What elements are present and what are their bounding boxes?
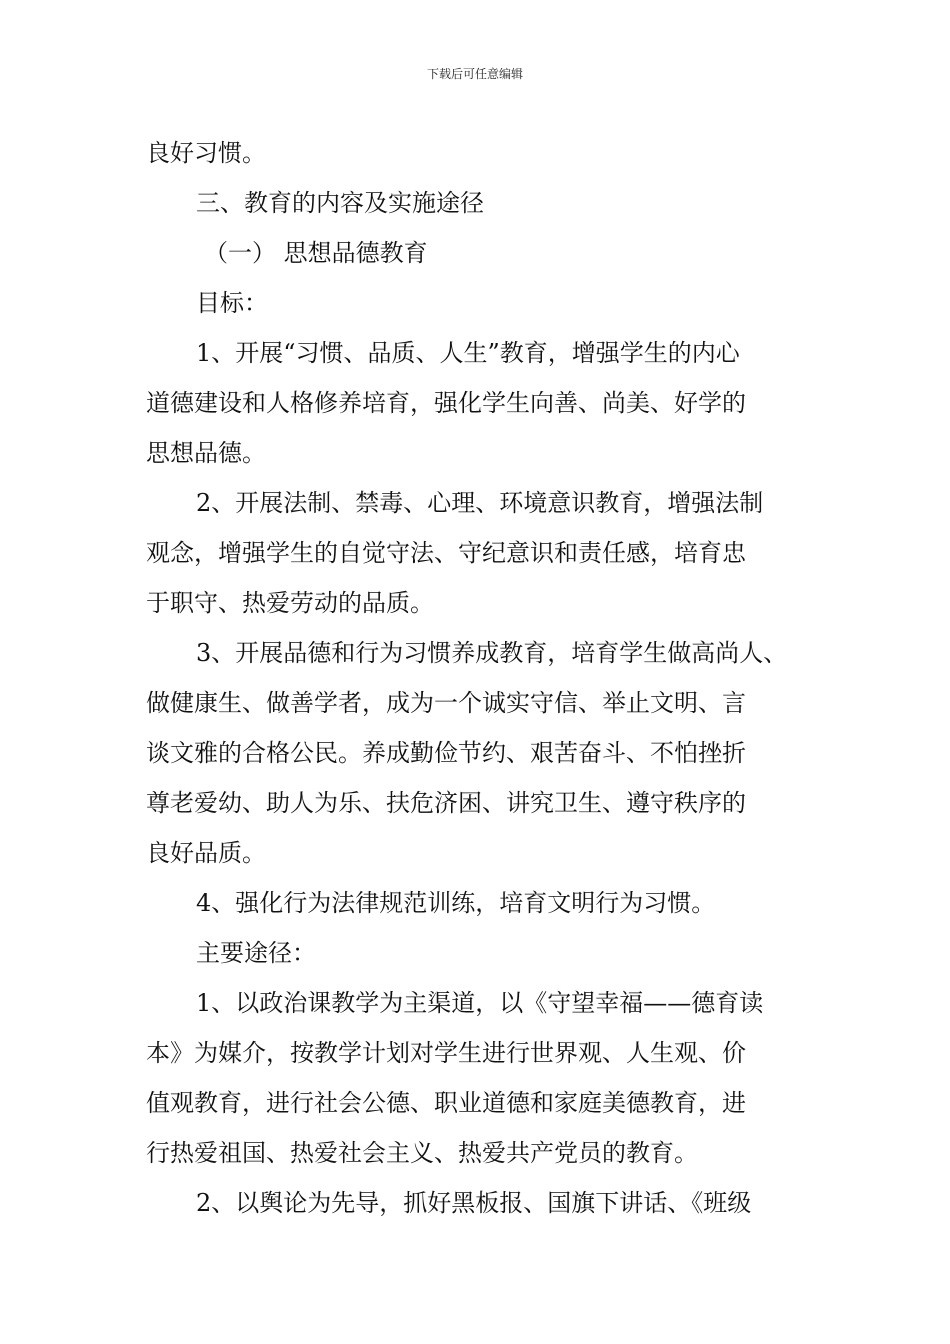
- label-goals: 目标：: [196, 289, 268, 317]
- text-line: 于职守、热爱劳动的品质。: [146, 589, 434, 617]
- text-line: 1、开展“习惯、品质、人生”教育，增强学生的内心: [196, 339, 740, 367]
- text-line: 道德建设和人格修养培育，强化学生向善、尚美、好学的: [146, 389, 746, 417]
- text-line: 值观教育，进行社会公德、职业道德和家庭美德教育，进: [146, 1089, 746, 1117]
- text-line: 行热爱祖国、热爱社会主义、热爱共产党员的教育。: [146, 1139, 698, 1167]
- text-line: 良好习惯。: [146, 139, 266, 167]
- text-line: 本》为媒介，按教学计划对学生进行世界观、人生观、价: [146, 1039, 746, 1067]
- subsection-heading: （一） 思想品德教育: [204, 239, 428, 267]
- text-line: 1、以政治课教学为主渠道，以《守望幸福——德育读: [196, 989, 764, 1017]
- text-line: 做健康生、做善学者，成为一个诚实守信、举止文明、言: [146, 689, 746, 717]
- text-line: 3、开展品德和行为习惯养成教育，培育学生做高尚人、: [196, 639, 788, 667]
- document-body: [146, 128, 826, 1228]
- text-line: 良好品质。: [146, 839, 266, 867]
- text-line: 2、以舆论为先导，抓好黑板报、国旗下讲话、《班级: [196, 1189, 752, 1217]
- text-line: 尊老爱幼、助人为乐、扶危济困、讲究卫生、遵守秩序的: [146, 789, 746, 817]
- section-heading: 三、教育的内容及实施途径: [196, 189, 484, 217]
- text-line: 思想品德。: [146, 439, 266, 467]
- page-header: 下载后可任意编辑: [426, 67, 523, 81]
- label-main-approaches: 主要途径：: [196, 939, 316, 967]
- text-line: 2、开展法制、禁毒、心理、环境意识教育，增强法制: [196, 489, 764, 517]
- text-line: 4、强化行为法律规范训练，培育文明行为习惯。: [196, 889, 716, 917]
- text-line: 观念，增强学生的自觉守法、守纪意识和责任感，培育忠: [146, 539, 746, 567]
- text-line: 谈文雅的合格公民。养成勤俭节约、艰苦奋斗、不怕挫折: [146, 739, 746, 767]
